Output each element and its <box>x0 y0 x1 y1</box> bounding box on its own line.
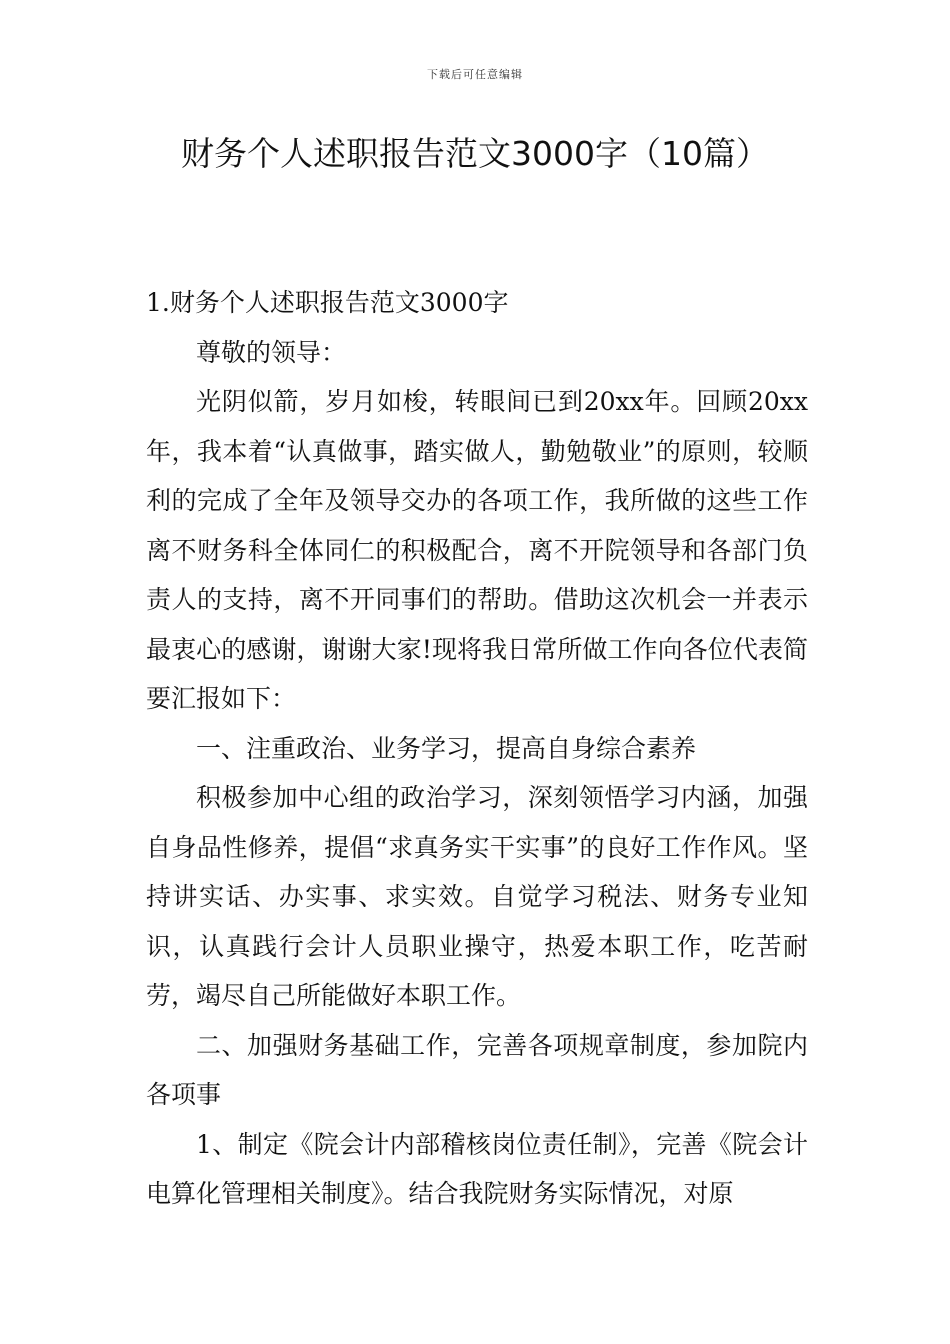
header-note: 下载后可任意编辑 <box>427 68 523 81</box>
heading-one: 一、注重政治、业务学习，提高自身综合素养 <box>196 733 697 763</box>
heading-two: 二、加强财务基础工作，完善各项规章制度，参加院内各项事 <box>146 1030 808 1109</box>
paragraph-rules: 1、制定《院会计内部稽核岗位责任制》，完善《院会计电算化管理相关制度》。结合我院财务实际情况，对原 <box>146 1129 808 1208</box>
section-title: 1.财务个人述职报告范文3000字 <box>146 288 509 317</box>
salutation: 尊敬的领导： <box>196 337 347 367</box>
page-title: 财务个人述职报告范文3000字（10篇） <box>181 134 769 173</box>
paragraph-intro: 光阴似箭，岁月如梭，转眼间已到20xx年。回顾20xx年，我本着“认真做事，踏实做人，勤勉敬业”的原则，较顺利的完成了全年及领导交办的各项工作，我所做的这些工作离不财务科全体同仁的积极配合，离不开院领导和各部门负责人的支持，离不开同事们的帮助。借助这次机会一并表示最衷心的感谢，谢谢大家!现将我日常所做工作向各位代表简要汇报如下： <box>146 387 808 713</box>
paragraph-study: 积极参加中心组的政治学习，深刻领悟学习内涵，加强自身品性修养，提倡“求真务实干实事”的良好工作作风。坚持讲实话、办实事、求实效。自觉学习税法、财务专业知识，认真践行会计人员职业操守，热爱本职工作，吃苦耐劳，竭尽自己所能做好本职工作。 <box>146 783 808 1010</box>
document-body <box>146 278 808 1219</box>
